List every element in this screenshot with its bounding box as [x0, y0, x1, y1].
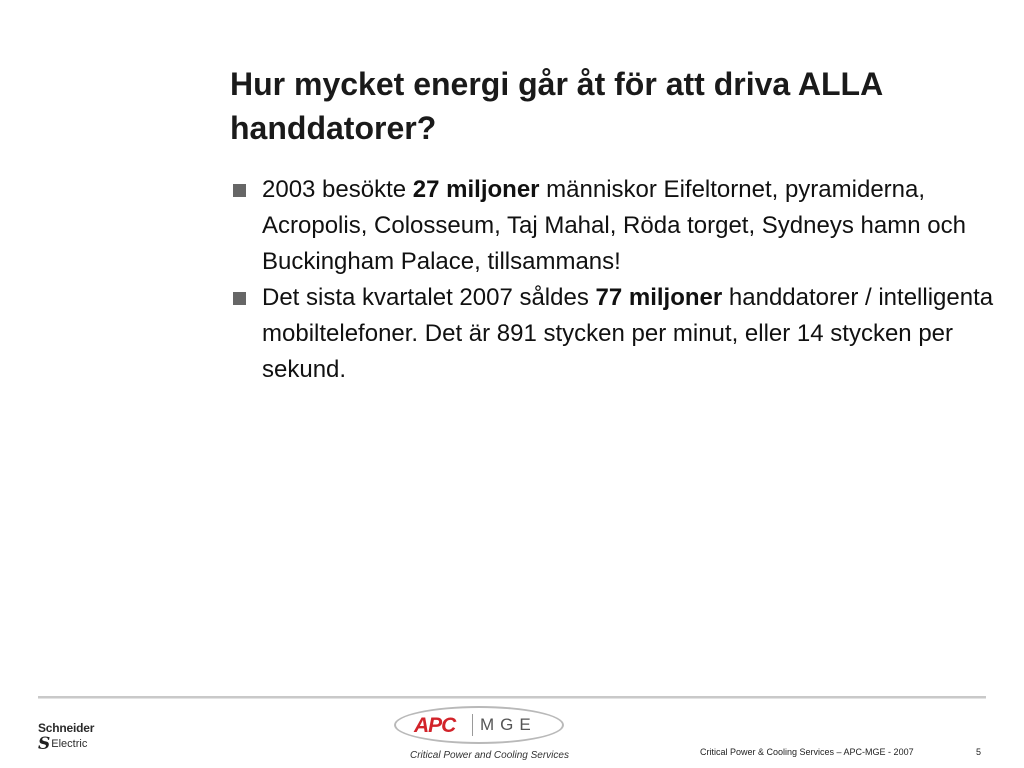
logo-separator	[472, 714, 473, 736]
bullet-text-bold: 27 miljoner	[412, 176, 540, 203]
slide-title: Hur mycket energi går åt för att driva ALLA handdatorer?	[230, 66, 882, 146]
bullet-text-after: handdatorer / intelligenta mobiltelefoner. Det är 891 stycken per minut, eller 14 stycken per sekund.	[262, 284, 994, 383]
bullet-text-before: 2003 besökte	[262, 176, 413, 203]
bullet-list	[230, 172, 1000, 388]
square-bullet-icon	[233, 292, 246, 305]
bullet-item	[230, 172, 1000, 280]
mge-logo-text: MGE	[480, 715, 537, 734]
page-number: 5	[976, 747, 982, 757]
bullet-text-after: människor Eifeltornet, pyramiderna, Acropolis, Colosseum, Taj Mahal, Röda torget, Sydneys hamn och Buckingham Palace, tillsammans!	[262, 176, 966, 275]
apc-logo-text: APC	[414, 714, 456, 737]
bullet-item	[230, 280, 1000, 388]
bullet-text-bold: 77 miljoner	[595, 284, 723, 311]
bullet-text-before: Det sista kvartalet 2007 såldes	[262, 284, 596, 311]
logo-tagline: Critical Power and Cooling Services	[410, 750, 569, 761]
apc-mge-logo	[392, 706, 572, 764]
electric-logo-text: Electric	[51, 738, 88, 750]
schneider-electric-logo	[38, 722, 108, 756]
footer-divider	[38, 696, 986, 699]
schneider-logo-mark-icon: S	[38, 734, 51, 754]
square-bullet-icon	[233, 184, 246, 197]
footer-text: Critical Power & Cooling Services – APC-MGE - 2007	[700, 747, 914, 757]
schneider-logo-text: Schneider	[38, 721, 95, 735]
